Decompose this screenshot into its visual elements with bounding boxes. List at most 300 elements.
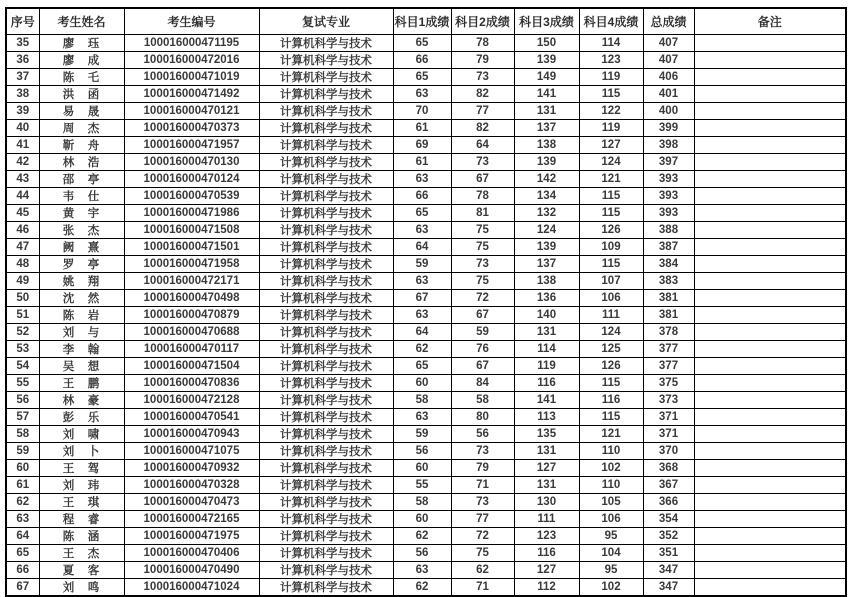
remark-cell [694,52,846,69]
id-cell: 100016000471504 [124,358,259,375]
score2-cell: 75 [451,273,514,290]
score1-cell: 63 [393,171,451,188]
header-row [6,8,846,35]
name-cell: 李 翰 [39,341,124,358]
name-cell: 廖 珏 [39,35,124,52]
score4-cell: 95 [579,528,643,545]
total-cell: 393 [643,171,694,188]
score1-cell: 67 [393,290,451,307]
seq-cell: 58 [6,426,39,443]
name-cell: 易 晟 [39,103,124,120]
major-cell: 计算机科学与技术 [259,137,393,154]
table-row [6,52,846,69]
total-cell: 397 [643,154,694,171]
column-header-major: 复试专业 [259,8,393,35]
score4-cell: 110 [579,443,643,460]
name-cell: 陈 岩 [39,307,124,324]
name-cell: 王 鹏 [39,375,124,392]
score2-cell: 79 [451,460,514,477]
seq-cell: 47 [6,239,39,256]
score4-cell: 111 [579,307,643,324]
id-cell: 100016000470498 [124,290,259,307]
table-row [6,86,846,103]
score-sheet [5,7,847,597]
major-cell: 计算机科学与技术 [259,154,393,171]
score1-cell: 58 [393,392,451,409]
major-cell: 计算机科学与技术 [259,562,393,579]
id-cell: 100016000470688 [124,324,259,341]
score1-cell: 70 [393,103,451,120]
name-cell: 王 琪 [39,494,124,511]
table-row [6,375,846,392]
score1-cell: 63 [393,86,451,103]
id-cell: 100016000470879 [124,307,259,324]
table-row [6,511,846,528]
remark-cell [694,426,846,443]
table-row [6,443,846,460]
id-cell: 100016000470541 [124,409,259,426]
score1-cell: 63 [393,409,451,426]
remark-cell [694,375,846,392]
seq-cell: 53 [6,341,39,358]
score2-cell: 67 [451,358,514,375]
seq-cell: 67 [6,579,39,597]
score3-cell: 139 [514,239,579,256]
remark-cell [694,103,846,120]
total-cell: 383 [643,273,694,290]
table-row [6,562,846,579]
score3-cell: 116 [514,545,579,562]
score3-cell: 139 [514,154,579,171]
total-cell: 406 [643,69,694,86]
score1-cell: 66 [393,52,451,69]
seq-cell: 38 [6,86,39,103]
score1-cell: 61 [393,154,451,171]
id-cell: 100016000470539 [124,188,259,205]
score2-cell: 73 [451,69,514,86]
name-cell: 林 浩 [39,154,124,171]
total-cell: 393 [643,188,694,205]
seq-cell: 60 [6,460,39,477]
score1-cell: 65 [393,35,451,52]
table-row [6,256,846,273]
total-cell: 370 [643,443,694,460]
remark-cell [694,205,846,222]
total-cell: 347 [643,579,694,597]
score2-cell: 62 [451,562,514,579]
total-cell: 371 [643,426,694,443]
total-cell: 407 [643,52,694,69]
remark-cell [694,511,846,528]
score3-cell: 112 [514,579,579,597]
id-cell: 100016000470117 [124,341,259,358]
major-cell: 计算机科学与技术 [259,52,393,69]
name-cell: 吴 想 [39,358,124,375]
remark-cell [694,239,846,256]
name-cell: 罗 亭 [39,256,124,273]
id-cell: 100016000470836 [124,375,259,392]
score2-cell: 64 [451,137,514,154]
major-cell: 计算机科学与技术 [259,256,393,273]
seq-cell: 66 [6,562,39,579]
score3-cell: 116 [514,375,579,392]
score3-cell: 123 [514,528,579,545]
remark-cell [694,307,846,324]
score2-cell: 72 [451,528,514,545]
total-cell: 366 [643,494,694,511]
id-cell: 100016000472171 [124,273,259,290]
id-cell: 100016000472165 [124,511,259,528]
remark-cell [694,86,846,103]
score1-cell: 59 [393,426,451,443]
score3-cell: 134 [514,188,579,205]
score4-cell: 121 [579,426,643,443]
major-cell: 计算机科学与技术 [259,222,393,239]
remark-cell [694,341,846,358]
major-cell: 计算机科学与技术 [259,358,393,375]
table-row [6,528,846,545]
score1-cell: 60 [393,511,451,528]
score1-cell: 58 [393,494,451,511]
seq-cell: 55 [6,375,39,392]
remark-cell [694,120,846,137]
score2-cell: 73 [451,154,514,171]
remark-cell [694,35,846,52]
score2-cell: 73 [451,256,514,273]
total-cell: 381 [643,290,694,307]
major-cell: 计算机科学与技术 [259,511,393,528]
id-cell: 100016000471975 [124,528,259,545]
seq-cell: 56 [6,392,39,409]
major-cell: 计算机科学与技术 [259,460,393,477]
total-cell: 378 [643,324,694,341]
id-cell: 100016000471195 [124,35,259,52]
major-cell: 计算机科学与技术 [259,341,393,358]
table-row [6,477,846,494]
score1-cell: 63 [393,307,451,324]
score2-cell: 71 [451,579,514,597]
seq-cell: 39 [6,103,39,120]
table-row [6,409,846,426]
score3-cell: 131 [514,477,579,494]
score1-cell: 64 [393,324,451,341]
table-row [6,358,846,375]
name-cell: 刘 与 [39,324,124,341]
score2-cell: 75 [451,222,514,239]
remark-cell [694,137,846,154]
remark-cell [694,545,846,562]
remark-cell [694,154,846,171]
score2-cell: 77 [451,511,514,528]
table-row [6,154,846,171]
score3-cell: 119 [514,358,579,375]
table-row [6,324,846,341]
name-cell: 刘 啸 [39,426,124,443]
seq-cell: 57 [6,409,39,426]
score1-cell: 63 [393,273,451,290]
score2-cell: 72 [451,290,514,307]
remark-cell [694,290,846,307]
score3-cell: 111 [514,511,579,528]
name-cell: 廖 成 [39,52,124,69]
id-cell: 100016000471501 [124,239,259,256]
name-cell: 夏 客 [39,562,124,579]
score4-cell: 123 [579,52,643,69]
results-table [5,7,847,597]
major-cell: 计算机科学与技术 [259,239,393,256]
total-cell: 354 [643,511,694,528]
score4-cell: 122 [579,103,643,120]
id-cell: 100016000471957 [124,137,259,154]
id-cell: 100016000470130 [124,154,259,171]
remark-cell [694,443,846,460]
column-header-remark: 备注 [694,8,846,35]
score4-cell: 121 [579,171,643,188]
name-cell: 姚 翔 [39,273,124,290]
major-cell: 计算机科学与技术 [259,69,393,86]
column-header-name: 考生姓名 [39,8,124,35]
remark-cell [694,409,846,426]
table-row [6,392,846,409]
table-row [6,103,846,120]
remark-cell [694,392,846,409]
total-cell: 371 [643,409,694,426]
major-cell: 计算机科学与技术 [259,171,393,188]
score1-cell: 63 [393,222,451,239]
table-row [6,120,846,137]
name-cell: 刘 玮 [39,477,124,494]
remark-cell [694,562,846,579]
score4-cell: 115 [579,375,643,392]
name-cell: 彭 乐 [39,409,124,426]
score3-cell: 138 [514,273,579,290]
score3-cell: 131 [514,443,579,460]
score2-cell: 82 [451,120,514,137]
id-cell: 100016000471075 [124,443,259,460]
seq-cell: 62 [6,494,39,511]
table-header [6,8,846,35]
score4-cell: 124 [579,154,643,171]
name-cell: 陈 涵 [39,528,124,545]
major-cell: 计算机科学与技术 [259,443,393,460]
score3-cell: 141 [514,86,579,103]
id-cell: 100016000470373 [124,120,259,137]
score3-cell: 130 [514,494,579,511]
name-cell: 陈 乇 [39,69,124,86]
remark-cell [694,171,846,188]
total-cell: 401 [643,86,694,103]
score4-cell: 102 [579,460,643,477]
major-cell: 计算机科学与技术 [259,35,393,52]
major-cell: 计算机科学与技术 [259,273,393,290]
seq-cell: 50 [6,290,39,307]
table-row [6,494,846,511]
id-cell: 100016000470473 [124,494,259,511]
remark-cell [694,460,846,477]
score4-cell: 126 [579,222,643,239]
remark-cell [694,256,846,273]
score1-cell: 55 [393,477,451,494]
seq-cell: 59 [6,443,39,460]
total-cell: 400 [643,103,694,120]
score4-cell: 126 [579,358,643,375]
seq-cell: 52 [6,324,39,341]
score4-cell: 127 [579,137,643,154]
name-cell: 洪 函 [39,86,124,103]
name-cell: 王 驾 [39,460,124,477]
score4-cell: 119 [579,120,643,137]
score1-cell: 59 [393,256,451,273]
table-row [6,579,846,597]
score2-cell: 77 [451,103,514,120]
id-cell: 100016000471019 [124,69,259,86]
name-cell: 黄 宇 [39,205,124,222]
id-cell: 100016000470943 [124,426,259,443]
name-cell: 韦 仕 [39,188,124,205]
total-cell: 381 [643,307,694,324]
seq-cell: 49 [6,273,39,290]
total-cell: 368 [643,460,694,477]
name-cell: 林 豪 [39,392,124,409]
total-cell: 384 [643,256,694,273]
major-cell: 计算机科学与技术 [259,494,393,511]
remark-cell [694,528,846,545]
major-cell: 计算机科学与技术 [259,528,393,545]
total-cell: 387 [643,239,694,256]
id-cell: 100016000471958 [124,256,259,273]
score1-cell: 65 [393,205,451,222]
score2-cell: 75 [451,239,514,256]
remark-cell [694,477,846,494]
id-cell: 100016000470490 [124,562,259,579]
major-cell: 计算机科学与技术 [259,477,393,494]
table-row [6,222,846,239]
score1-cell: 65 [393,358,451,375]
major-cell: 计算机科学与技术 [259,103,393,120]
total-cell: 393 [643,205,694,222]
seq-cell: 43 [6,171,39,188]
score3-cell: 137 [514,120,579,137]
total-cell: 388 [643,222,694,239]
score3-cell: 137 [514,256,579,273]
total-cell: 377 [643,358,694,375]
table-row [6,290,846,307]
table-row [6,273,846,290]
table-row [6,341,846,358]
score3-cell: 131 [514,103,579,120]
score1-cell: 56 [393,545,451,562]
column-header-id: 考生编号 [124,8,259,35]
total-cell: 398 [643,137,694,154]
column-header-total: 总成绩 [643,8,694,35]
results-table-body [6,35,846,597]
seq-cell: 36 [6,52,39,69]
score1-cell: 69 [393,137,451,154]
score4-cell: 116 [579,392,643,409]
table-row [6,171,846,188]
score1-cell: 62 [393,528,451,545]
remark-cell [694,494,846,511]
major-cell: 计算机科学与技术 [259,409,393,426]
major-cell: 计算机科学与技术 [259,426,393,443]
name-cell: 靳 舟 [39,137,124,154]
score3-cell: 127 [514,460,579,477]
major-cell: 计算机科学与技术 [259,392,393,409]
score2-cell: 67 [451,307,514,324]
major-cell: 计算机科学与技术 [259,290,393,307]
remark-cell [694,222,846,239]
name-cell: 王 杰 [39,545,124,562]
score3-cell: 124 [514,222,579,239]
seq-cell: 63 [6,511,39,528]
column-header-seq: 序号 [6,8,39,35]
name-cell: 刘 卜 [39,443,124,460]
seq-cell: 46 [6,222,39,239]
score4-cell: 124 [579,324,643,341]
score2-cell: 78 [451,35,514,52]
score2-cell: 80 [451,409,514,426]
major-cell: 计算机科学与技术 [259,86,393,103]
score1-cell: 63 [393,562,451,579]
seq-cell: 41 [6,137,39,154]
major-cell: 计算机科学与技术 [259,545,393,562]
score3-cell: 150 [514,35,579,52]
column-header-score1: 科目1成绩 [393,8,451,35]
table-row [6,460,846,477]
score2-cell: 73 [451,494,514,511]
score4-cell: 115 [579,188,643,205]
id-cell: 100016000472016 [124,52,259,69]
seq-cell: 65 [6,545,39,562]
seq-cell: 40 [6,120,39,137]
score2-cell: 67 [451,171,514,188]
score3-cell: 142 [514,171,579,188]
name-cell: 沈 然 [39,290,124,307]
score3-cell: 135 [514,426,579,443]
seq-cell: 45 [6,205,39,222]
score1-cell: 62 [393,579,451,597]
score2-cell: 79 [451,52,514,69]
total-cell: 351 [643,545,694,562]
name-cell: 张 杰 [39,222,124,239]
score3-cell: 138 [514,137,579,154]
remark-cell [694,273,846,290]
table-row [6,545,846,562]
score1-cell: 56 [393,443,451,460]
score2-cell: 78 [451,188,514,205]
table-row [6,35,846,52]
total-cell: 399 [643,120,694,137]
id-cell: 100016000472128 [124,392,259,409]
score3-cell: 132 [514,205,579,222]
id-cell: 100016000471492 [124,86,259,103]
table-row [6,426,846,443]
score4-cell: 106 [579,290,643,307]
score2-cell: 56 [451,426,514,443]
seq-cell: 44 [6,188,39,205]
score3-cell: 149 [514,69,579,86]
seq-cell: 54 [6,358,39,375]
seq-cell: 64 [6,528,39,545]
remark-cell [694,358,846,375]
score1-cell: 64 [393,239,451,256]
score4-cell: 119 [579,69,643,86]
remark-cell [694,324,846,341]
score4-cell: 115 [579,86,643,103]
score4-cell: 109 [579,239,643,256]
score2-cell: 75 [451,545,514,562]
score3-cell: 141 [514,392,579,409]
